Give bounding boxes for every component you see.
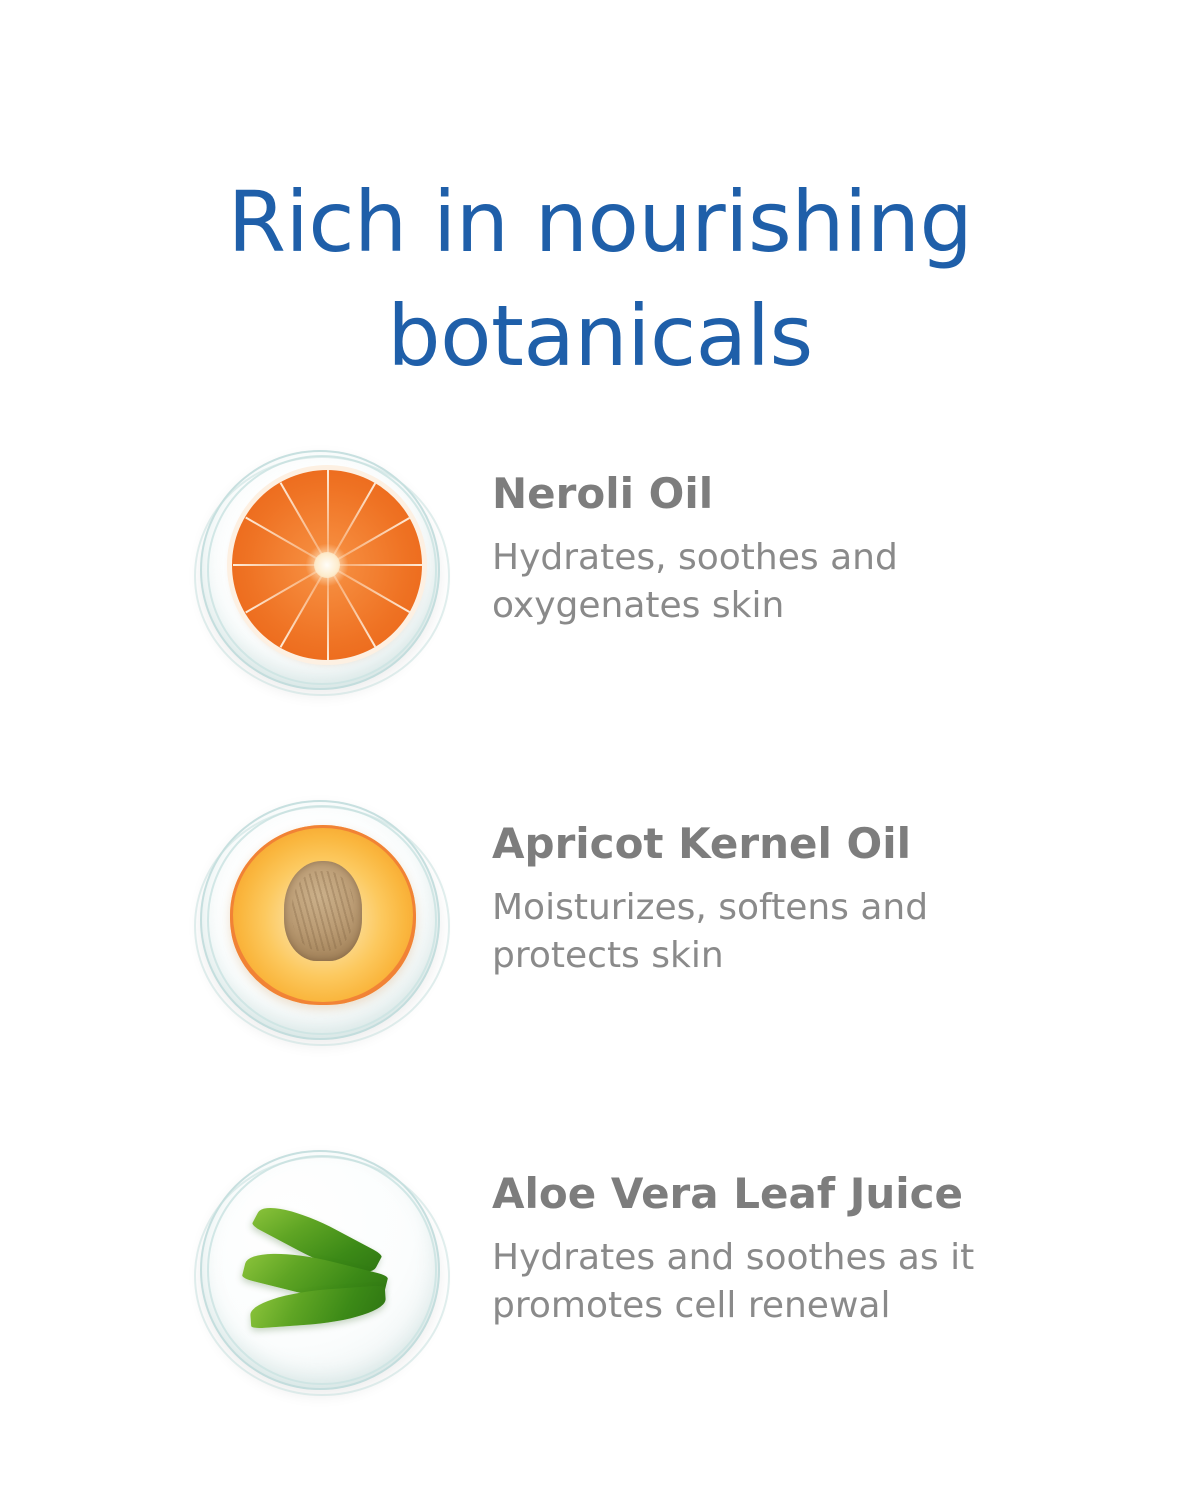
ingredient-text <box>492 1170 1052 1329</box>
list-item <box>0 790 1200 1110</box>
ingredient-image-neroli-oil <box>200 450 440 690</box>
ingredient-image-apricot-kernel-oil <box>200 800 440 1040</box>
orange-body <box>232 470 422 660</box>
ingredient-text <box>492 820 1052 979</box>
ingredient-name: Neroli Oil <box>492 469 714 518</box>
orange-slice-icon <box>200 450 440 690</box>
list-item <box>0 1140 1200 1460</box>
ingredient-text <box>492 470 1052 629</box>
ingredient-description: Hydrates and soothes as it promotes cell renewal <box>492 1237 975 1326</box>
ingredient-description: Moisturizes, softens and protects skin <box>492 887 929 976</box>
ingredient-description: Hydrates, soothes and oxygenates skin <box>492 537 898 626</box>
ingredient-name: Aloe Vera Leaf Juice <box>492 1169 964 1218</box>
ingredient-list <box>0 440 1200 1490</box>
aloe-leaf <box>249 1285 387 1328</box>
apricot-half-icon <box>200 800 440 1040</box>
apricot-body <box>230 825 416 1005</box>
aloe-leaves-icon <box>200 1150 440 1390</box>
ingredient-name: Apricot Kernel Oil <box>492 819 912 868</box>
page-title: Rich in nourishing botanicals <box>227 173 973 385</box>
ingredient-image-aloe-vera-leaf-juice <box>200 1150 440 1390</box>
list-item <box>0 440 1200 760</box>
apricot-kernel <box>284 861 362 961</box>
